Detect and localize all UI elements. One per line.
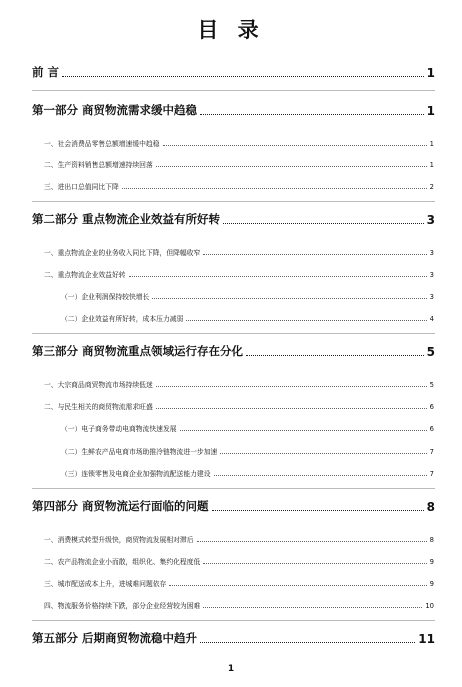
toc-entry-2-2-1[interactable]: [61, 291, 434, 301]
toc-entry-page: 6: [429, 425, 434, 433]
toc-entry-page: 1: [426, 66, 435, 80]
toc-entry-page: 8: [429, 536, 434, 544]
leader-dots: [214, 475, 427, 476]
toc-entry-1-3[interactable]: [44, 181, 434, 191]
toc-entry-3-2[interactable]: [44, 401, 434, 411]
toc-entry-label: （二）企业效益有所好转，成本压力减弱: [61, 315, 184, 323]
leader-dots: [197, 541, 427, 542]
toc-entry-4-3[interactable]: [44, 578, 434, 588]
toc-entry-4-2[interactable]: [44, 556, 434, 566]
leader-dots: [156, 166, 427, 167]
toc-entry-label: 一、消费模式转型升级快，商贸物流发展相对滞后: [44, 536, 194, 544]
leader-dots: [212, 510, 424, 511]
toc-entry-page: 5: [429, 381, 434, 389]
toc-entry-4-4[interactable]: [44, 600, 434, 610]
toc-entry-page: 10: [425, 602, 434, 610]
toc-entry-3-2-1[interactable]: [61, 423, 434, 433]
leader-dots: [186, 320, 426, 321]
leader-dots: [203, 607, 422, 608]
toc-entry-label: 四、物流服务价格持续下跌，部分企业经营较为困难: [44, 602, 201, 610]
toc-entry-part-4[interactable]: [32, 498, 435, 514]
toc-entry-label: 一、社会消费品零售总额增速缓中趋稳: [44, 140, 160, 148]
toc-entry-preface[interactable]: [32, 64, 435, 80]
toc-entry-page: 7: [429, 448, 434, 456]
toc-entry-part-1[interactable]: [32, 102, 435, 118]
separator-line: [32, 488, 435, 489]
toc-entry-page: 1: [426, 104, 435, 118]
toc-entry-label: 一、大宗商品商贸物流市场持续低迷: [44, 381, 153, 389]
toc-title: 目 录: [197, 18, 265, 42]
toc-entry-page: 1: [429, 161, 434, 169]
toc-entry-part-2[interactable]: [32, 211, 435, 227]
toc-entry-page: 3: [429, 271, 434, 279]
toc-entry-label: 二、农产品物流企业小而散，组织化、集约化程度低: [44, 558, 201, 566]
leader-dots: [129, 276, 427, 277]
leader-dots: [246, 355, 424, 356]
leader-dots: [200, 114, 424, 115]
toc-entry-page: 9: [429, 558, 434, 566]
leader-dots: [163, 145, 427, 146]
toc-entry-3-2-3[interactable]: [61, 468, 434, 478]
toc-entry-2-2[interactable]: [44, 269, 434, 279]
toc-entry-label: 二、重点物流企业效益好转: [44, 271, 126, 279]
toc-entry-page: 8: [426, 500, 435, 514]
separator-line: [32, 90, 435, 91]
separator-line: [32, 620, 435, 621]
toc-entry-label: 三、城市配送成本上升，进城难问题依存: [44, 580, 167, 588]
toc-entry-1-1[interactable]: [44, 138, 434, 148]
toc-entry-label: 第五部分 后期商贸物流稳中趋升: [32, 631, 198, 645]
toc-entry-2-2-2[interactable]: [61, 313, 434, 323]
toc-entry-3-1[interactable]: [44, 379, 434, 389]
page-number: 1: [227, 664, 235, 674]
toc-entry-page: 4: [429, 315, 434, 323]
toc-entry-label: 第三部分 商贸物流重点领域运行存在分化: [32, 344, 244, 358]
leader-dots: [152, 298, 426, 299]
toc-entry-part-3[interactable]: [32, 343, 435, 359]
leader-dots: [122, 188, 427, 189]
leader-dots: [203, 254, 426, 255]
toc-entry-4-1[interactable]: [44, 534, 434, 544]
toc-entry-part-5[interactable]: [32, 630, 435, 646]
toc-entry-page: 2: [429, 183, 434, 191]
toc-entry-2-1[interactable]: [44, 247, 434, 257]
leader-dots: [223, 223, 424, 224]
leader-dots: [156, 386, 427, 387]
toc-entry-page: 6: [429, 403, 434, 411]
toc-entry-label: （一）企业利润保持较快增长: [61, 293, 150, 301]
toc-entry-label: 第二部分 重点物流企业效益有所好转: [32, 212, 221, 226]
separator-line: [32, 201, 435, 202]
leader-dots: [220, 453, 426, 454]
toc-entry-page: 5: [426, 345, 435, 359]
leader-dots: [156, 408, 427, 409]
toc-entry-label: （一）电子商务带动电商物流快速发展: [61, 425, 177, 433]
leader-dots: [62, 76, 424, 77]
toc-entry-page: 9: [429, 580, 434, 588]
toc-entry-label: 二、与民生相关的商贸物流需求旺盛: [44, 403, 153, 411]
leader-dots: [180, 430, 427, 431]
leader-dots: [200, 642, 415, 643]
toc-entry-label: 二、生产资料销售总额增速持续回落: [44, 161, 153, 169]
leader-dots: [203, 563, 426, 564]
toc-entry-label: 三、进出口总值同比下降: [44, 183, 119, 191]
toc-entry-page: 3: [429, 249, 434, 257]
toc-entry-label: 第一部分 商贸物流需求缓中趋稳: [32, 103, 198, 117]
toc-entry-label: （三）连锁零售及电商企业加强物流配送能力建设: [61, 470, 211, 478]
toc-entry-page: 11: [418, 632, 435, 646]
toc-entry-label: （二）生鲜农产品电商市场助推冷链物流进一步加速: [61, 448, 218, 456]
leader-dots: [169, 585, 426, 586]
toc-entry-label: 一、重点物流企业的业务收入同比下降，但降幅收窄: [44, 249, 201, 257]
separator-line: [32, 333, 435, 334]
toc-entry-3-2-2[interactable]: [61, 446, 434, 456]
toc-entry-label: 前 言: [32, 65, 60, 79]
toc-entry-page: 1: [429, 140, 434, 148]
toc-entry-page: 7: [429, 470, 434, 478]
toc-entry-1-2[interactable]: [44, 159, 434, 169]
toc-entry-page: 3: [426, 213, 435, 227]
toc-entry-label: 第四部分 商贸物流运行面临的问题: [32, 499, 209, 513]
toc-entry-page: 3: [429, 293, 434, 301]
